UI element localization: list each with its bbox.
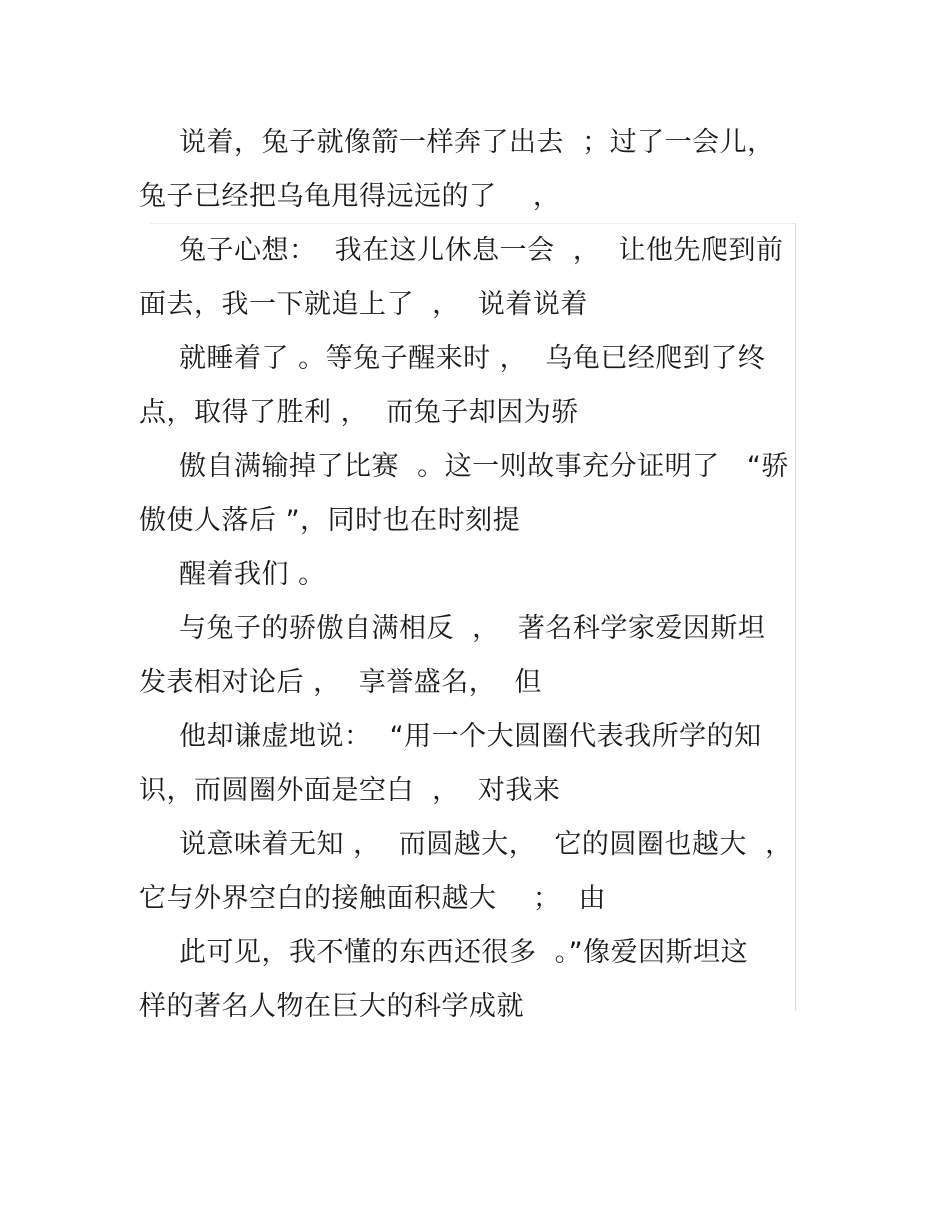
body-text (139, 116, 819, 1034)
paragraph-9-cont: 样的著名人物在巨大的科学成就 (139, 991, 524, 1022)
paragraph-6: 与兔子的骄傲自满相反 ， 著名科学家爱因斯坦 (179, 613, 766, 644)
paragraph-4: 傲自满输掉了比赛 。这一则故事充分证明了 “骄 (179, 451, 789, 482)
paragraph-1: 说着，兔子就像箭一样奔了出去 ；过了一会儿， (179, 127, 775, 158)
paragraph-6-cont: 发表相对论后 ， 享誉盛名， 但 (139, 667, 542, 698)
paragraph-2: 兔子心想： 我在这儿休息一会 ， 让他先爬到前 (179, 235, 784, 266)
paragraph-3: 就睡着了 。等兔子醒来时 ， 乌龟已经爬到了终 (179, 343, 766, 374)
paragraph-4-cont: 傲使人落后 ”，同时也在时刻提 (139, 505, 521, 536)
paragraph-5: 醒着我们 。 (179, 559, 326, 590)
paragraph-1-cont: 兔子已经把乌龟甩得远远的了 ， (139, 181, 561, 212)
paragraph-8: 说意味着无知 ， 而圆越大， 它的圆圈也越大 ， (179, 829, 793, 860)
paragraph-3-cont: 点，取得了胜利 ， 而兔子却因为骄 (139, 397, 579, 428)
paragraph-7-cont: 识，而圆圈外面是空白 ， 对我来 (139, 775, 561, 806)
paragraph-7: 他却谦虚地说： “用一个大圆圈代表我所学的知 (179, 721, 762, 752)
paragraph-9: 此可见，我不懂的东西还很多 。”像爱因斯坦这 (179, 937, 749, 968)
paragraph-8-cont: 它与外界空白的接触面积越大 ； 由 (139, 883, 606, 914)
paragraph-2-cont: 面去，我一下就追上了 ， 说着说着 (139, 289, 588, 320)
